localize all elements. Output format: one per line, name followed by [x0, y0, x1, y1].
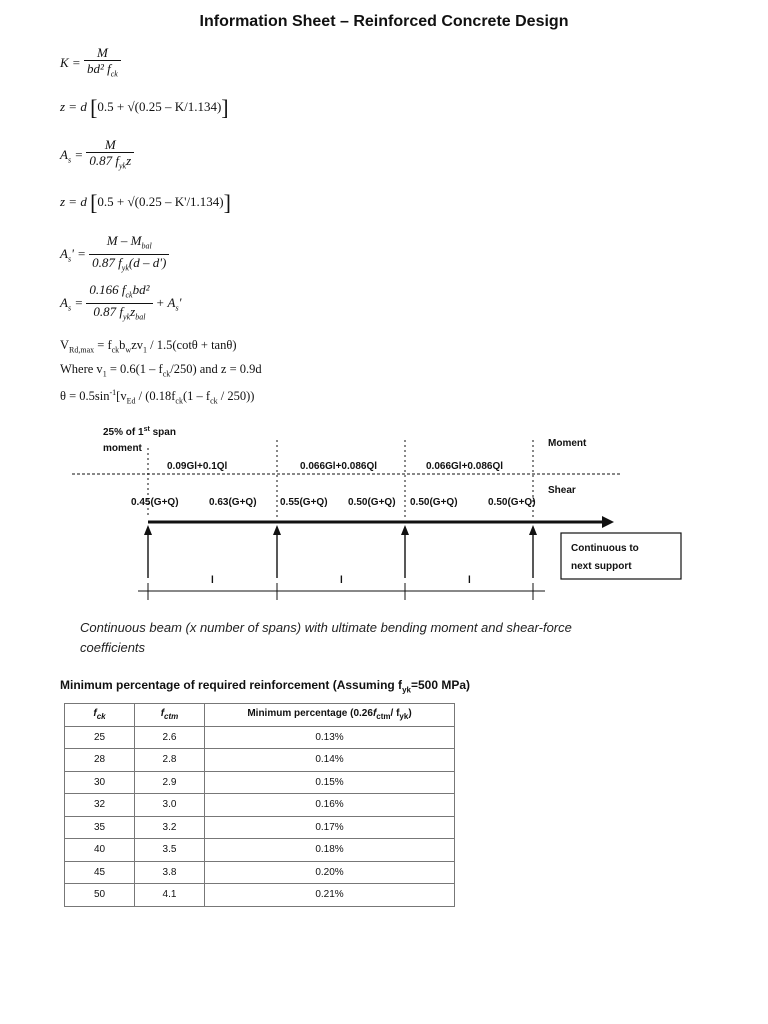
support-arrow-3 [401, 525, 409, 578]
eq-as-lhs-text: A [60, 146, 68, 162]
vrd-rhs-tail-sub: 1 [143, 345, 148, 355]
table-row [65, 884, 455, 907]
eq-k-den-sub: ck [110, 69, 118, 79]
shear-label: Shear [548, 485, 576, 496]
equation-as-bal [60, 283, 181, 324]
table-row [65, 726, 455, 749]
eq-asp-lhs-text: A [60, 245, 68, 261]
eq-asp-num [89, 234, 169, 255]
where-b-sub: ck [162, 369, 171, 379]
eq-as-lhs: $A_s$ = [60, 146, 84, 165]
cell-fck: 35 [65, 816, 135, 839]
where-b: = 0.6(1 – f [106, 362, 163, 376]
eq-as-fraction [86, 138, 134, 174]
eq-asp-den-sub: yk [121, 263, 129, 273]
eq-as2-den-tail: z [130, 303, 136, 319]
equation-z2 [60, 190, 231, 216]
equation-as-prime [60, 234, 169, 275]
eq-as2-num-sub: ck [125, 290, 133, 300]
header-min-percentage: Minimum percentage ($0.26f_{ctm}/$ $f_{yk}$) [205, 704, 455, 727]
cell-fck: 30 [65, 771, 135, 794]
eq-k-lhs: K = [60, 54, 81, 70]
eq-z1-lhs: z = d [60, 98, 87, 114]
beam-diagram [0, 418, 768, 608]
table-row [65, 771, 455, 794]
eq-asp-fraction [89, 234, 169, 275]
eq-as2-plus: + $A_s'$ [155, 294, 182, 313]
table-row [65, 816, 455, 839]
moment-label: Moment [548, 438, 587, 449]
theta-d-sub: ck [210, 396, 218, 406]
equation-k [60, 46, 121, 82]
eq-as-lhs-sub: s [67, 155, 72, 165]
moment-coeff-span-1: 0.09Gl+0.1Ql [167, 461, 228, 472]
eq-as-den [86, 153, 134, 174]
vrd-rhs-end: / 1.5(cotθ + tanθ) [147, 338, 237, 352]
eq-as2-plus-text: + A [155, 294, 176, 310]
eq-asp-lhs: $A_s'$ = [60, 245, 86, 264]
cell-min: 0.20% [205, 861, 455, 884]
continuous-label-line1: Continuous to [571, 543, 639, 554]
cell-fctm: 2.6 [135, 726, 205, 749]
eq-as2-num [86, 283, 152, 304]
eq-asp-den-text: 0.87 f [92, 254, 122, 270]
cell-fctm: 3.2 [135, 816, 205, 839]
cell-fctm: 3.5 [135, 839, 205, 862]
cell-fck: 25 [65, 726, 135, 749]
eq-as2-num-tail: bd² [132, 282, 150, 297]
equation-z1 [60, 95, 229, 121]
eq-as2-den [86, 304, 152, 325]
cell-fctm: 3.8 [135, 861, 205, 884]
theta-c: / (0.18f [135, 389, 176, 404]
theta-c-sub: ck [175, 396, 183, 406]
cell-fctm: 2.8 [135, 749, 205, 772]
shear-coeff-4: 0.50(G+Q) [348, 497, 396, 508]
table-title-a: Minimum percentage of required reinforcement (Assuming f [60, 678, 403, 692]
moment-coeff-span-2: 0.066Gl+0.086Ql [300, 461, 378, 472]
cell-fctm: 3.0 [135, 794, 205, 817]
eq-z2-body: 0.5 + √(0.25 – K'/1.134) [97, 193, 224, 209]
eq-asp-den-tail: (d – d') [128, 254, 167, 270]
support-arrow-4 [529, 525, 537, 578]
cell-fck: 32 [65, 794, 135, 817]
cell-min: 0.15% [205, 771, 455, 794]
eq-as-den-tail: z [126, 153, 132, 168]
eq-asp-lhs-sub: s [67, 254, 72, 264]
cell-fctm: 2.9 [135, 771, 205, 794]
theta-d: (1 – f [182, 389, 211, 404]
cell-min: 0.17% [205, 816, 455, 839]
page-title: Information Sheet – Reinforced Concrete Design [199, 13, 569, 30]
table-title-sub: yk [402, 685, 411, 695]
eq-asp-num-sub: bal [141, 241, 152, 251]
eq-as-den-sub: yk [118, 161, 127, 171]
vrd-lhs-sub: Rd,max [69, 345, 95, 355]
bracket-left-icon: [ [90, 95, 98, 120]
where-a-sub: 1 [102, 369, 107, 379]
bracket-right-icon: ] [221, 95, 229, 120]
continuous-label-line2: next support [571, 561, 632, 572]
theta-b: [v [116, 389, 127, 404]
vrd-rhs-b-sub: w [125, 345, 132, 355]
shear-coeff-6: 0.50(G+Q) [488, 497, 536, 508]
diagram-caption: Continuous beam (x number of spans) with ultimate bending moment and shear-force coefficients [80, 620, 572, 655]
header-fctm: $f_{ctm}$ [135, 704, 205, 727]
eq-as2-plus-sub: s [175, 303, 179, 313]
span-length-label-2: l [340, 575, 343, 586]
theta-e: / 250)) [217, 389, 255, 404]
bracket-right-icon: ] [223, 190, 231, 215]
eq-as-den-text: 0.87 f [89, 153, 119, 168]
eq-as2-lhs: $A_s$ = [60, 294, 84, 313]
theta-a: θ = 0.5sin [60, 389, 110, 404]
table-row [65, 749, 455, 772]
vrd-rhs: = f [94, 338, 112, 352]
eq-asp-den [89, 255, 169, 276]
where-a: Where v [60, 362, 103, 376]
eq-z1-body: 0.5 + √(0.25 – K/1.134) [97, 98, 222, 114]
eq-k-den [84, 61, 121, 82]
beam-arrow-icon [602, 516, 614, 528]
span-length-label-1: l [211, 575, 214, 586]
eq-as2-den-tail-sub: bal [135, 312, 146, 322]
support-arrow-2 [273, 525, 281, 578]
continuous-box [561, 533, 681, 579]
equation-vrd-max [60, 338, 237, 355]
vrd-rhs-sub: ck [111, 345, 120, 355]
cell-fctm: 4.1 [135, 884, 205, 907]
where-c: /250) and z = 0.9d [170, 362, 262, 376]
moment-coeff-span-3: 0.066Gl+0.086Ql [426, 461, 504, 472]
shear-coeff-1: 0.45(G+Q) [131, 497, 179, 508]
header-fck: $f_{ck}$ [65, 704, 135, 727]
eq-k-num: M [84, 46, 121, 61]
shear-coeff-5: 0.50(G+Q) [410, 497, 458, 508]
cell-fck: 28 [65, 749, 135, 772]
eq-as2-den-sub: yk [123, 312, 131, 322]
equation-where-v1 [60, 362, 262, 379]
theta-sup: -1 [109, 388, 117, 397]
vrd-lhs: V [60, 338, 70, 352]
table-title [60, 678, 470, 694]
shear-coeff-2: 0.63(G+Q) [209, 497, 257, 508]
reinforcement-table [64, 703, 455, 907]
cell-min: 0.18% [205, 839, 455, 862]
eq-k-den-text: bd² f [86, 61, 111, 76]
bracket-left-icon: [ [90, 190, 98, 215]
eq-as2-fraction [86, 283, 152, 324]
vrd-rhs-b: b [119, 338, 126, 352]
cell-min: 0.21% [205, 884, 455, 907]
support-arrow-1 [144, 525, 152, 578]
theta-b-sub: Ed [126, 396, 136, 406]
span-moment-label-line1: 25% of 1st span [103, 426, 176, 438]
span-moment-label-line2: moment [103, 443, 142, 454]
eq-asp-num-text: M – M [106, 233, 142, 248]
shear-coeff-3: 0.55(G+Q) [280, 497, 328, 508]
eq-as2-lhs-sub: s [67, 303, 72, 313]
table-header-row [65, 704, 455, 727]
eq-as-num: M [86, 138, 134, 153]
equation-as [60, 138, 134, 174]
equation-theta [60, 388, 254, 406]
eq-as2-den-text: 0.87 f [93, 303, 124, 319]
cell-fck: 50 [65, 884, 135, 907]
eq-as2-lhs-text: A [60, 294, 68, 310]
cell-fck: 40 [65, 839, 135, 862]
cell-min: 0.16% [205, 794, 455, 817]
table-row [65, 839, 455, 862]
cell-fck: 45 [65, 861, 135, 884]
vrd-rhs-tail: zv [131, 338, 144, 352]
cell-min: 0.14% [205, 749, 455, 772]
table-row [65, 861, 455, 884]
table-title-b: =500 MPa) [410, 678, 471, 692]
eq-as2-num-text: 0.166 f [89, 282, 126, 297]
eq-z2-lhs: z = d [60, 193, 87, 209]
eq-k-fraction [84, 46, 121, 82]
table-row [65, 794, 455, 817]
cell-min: 0.13% [205, 726, 455, 749]
span-length-label-3: l [468, 575, 471, 586]
